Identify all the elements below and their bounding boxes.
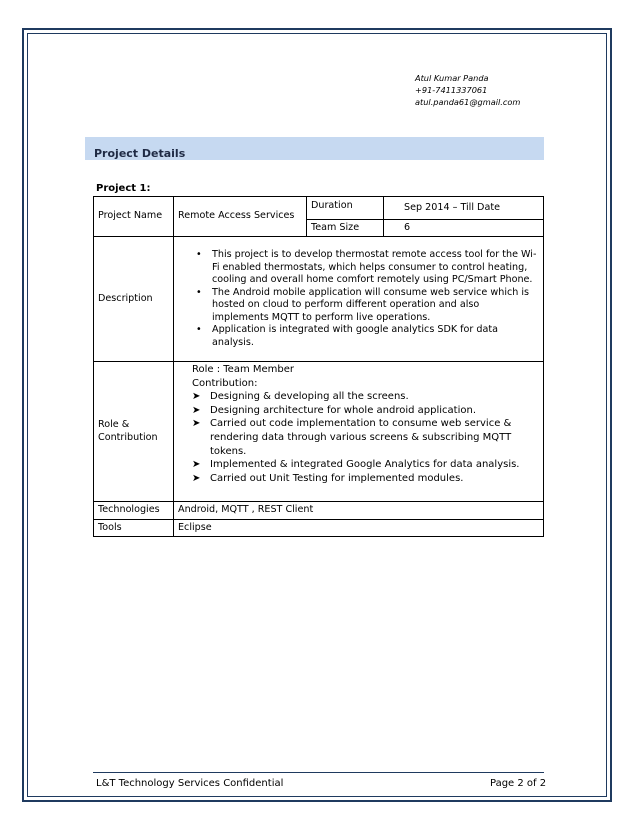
team-size-label: Team Size (307, 219, 384, 237)
list-item: ➤ Designing & developing all the screens. (192, 391, 409, 403)
project-table (93, 196, 544, 537)
footer-divider (93, 772, 544, 773)
arrow-bullet-icon: ➤ (192, 404, 201, 416)
section-title: Project Details (94, 147, 186, 160)
arrow-bullet-icon: ➤ (192, 472, 201, 484)
project-name-value: Remote Access Services (174, 197, 307, 237)
arrow-bullet-icon: ➤ (192, 391, 201, 403)
project-label: Project 1: (96, 183, 151, 194)
contact-block (415, 72, 520, 108)
technologies-value: Android, MQTT , REST Client (174, 502, 544, 520)
contribution-line: Contribution: (192, 377, 258, 389)
table-row (94, 519, 544, 537)
contribution-label-line: Contribution (98, 431, 158, 443)
description-label: Description (94, 237, 174, 362)
tools-label: Tools (94, 519, 174, 537)
footer-confidential: L&T Technology Services Confidential (96, 778, 284, 789)
team-size-value: 6 (384, 219, 544, 237)
tools-value: Eclipse (174, 519, 544, 537)
list-item: • Application is integrated with google analytics SDK for data analysis. (212, 324, 539, 349)
contribution-list (192, 390, 541, 485)
table-row (94, 362, 544, 502)
contact-name: Atul Kumar Panda (415, 73, 489, 83)
description-list (192, 249, 539, 349)
role-contribution-label (94, 362, 174, 502)
list-item: ➤ Carried out Unit Testing for implemented modules. (192, 472, 464, 484)
list-item: ➤ Designing architecture for whole android application. (192, 404, 476, 416)
arrow-bullet-icon: ➤ (192, 459, 201, 471)
table-row (94, 502, 544, 520)
role-contribution-cell (174, 362, 544, 502)
footer-page-number: Page 2 of 2 (490, 778, 547, 789)
technologies-label: Technologies (94, 502, 174, 520)
duration-label: Duration (307, 197, 384, 220)
table-row (94, 197, 544, 220)
role-label-line: Role & (98, 419, 130, 431)
table-row (94, 237, 544, 362)
list-item: • This project is to develop thermostat remote access tool for the Wi-Fi enabled thermostats, which helps consumer to control heating, cooling and overall home comfort remotely using PC/Smart Phone. (212, 249, 539, 287)
project-name-label: Project Name (94, 197, 174, 237)
contact-phone: +91-7411337061 (415, 85, 488, 95)
arrow-bullet-icon: ➤ (192, 418, 201, 430)
section-header-bar (85, 137, 544, 160)
list-item: ➤ Implemented & integrated Google Analytics for data analysis. (192, 459, 520, 471)
contact-email: atul.panda61@gmail.com (415, 97, 521, 107)
list-item: ➤ Carried out code implementation to consume web service & rendering data through various screens & subscribing MQTT tokens. (192, 418, 512, 457)
description-cell (174, 237, 544, 362)
duration-value: Sep 2014 – Till Date (384, 197, 544, 220)
list-item: • The Android mobile application will consume web service which is hosted on cloud to perform different operation and also implements MQTT to perform live operations. (212, 287, 539, 325)
role-line: Role : Team Member (192, 364, 295, 375)
